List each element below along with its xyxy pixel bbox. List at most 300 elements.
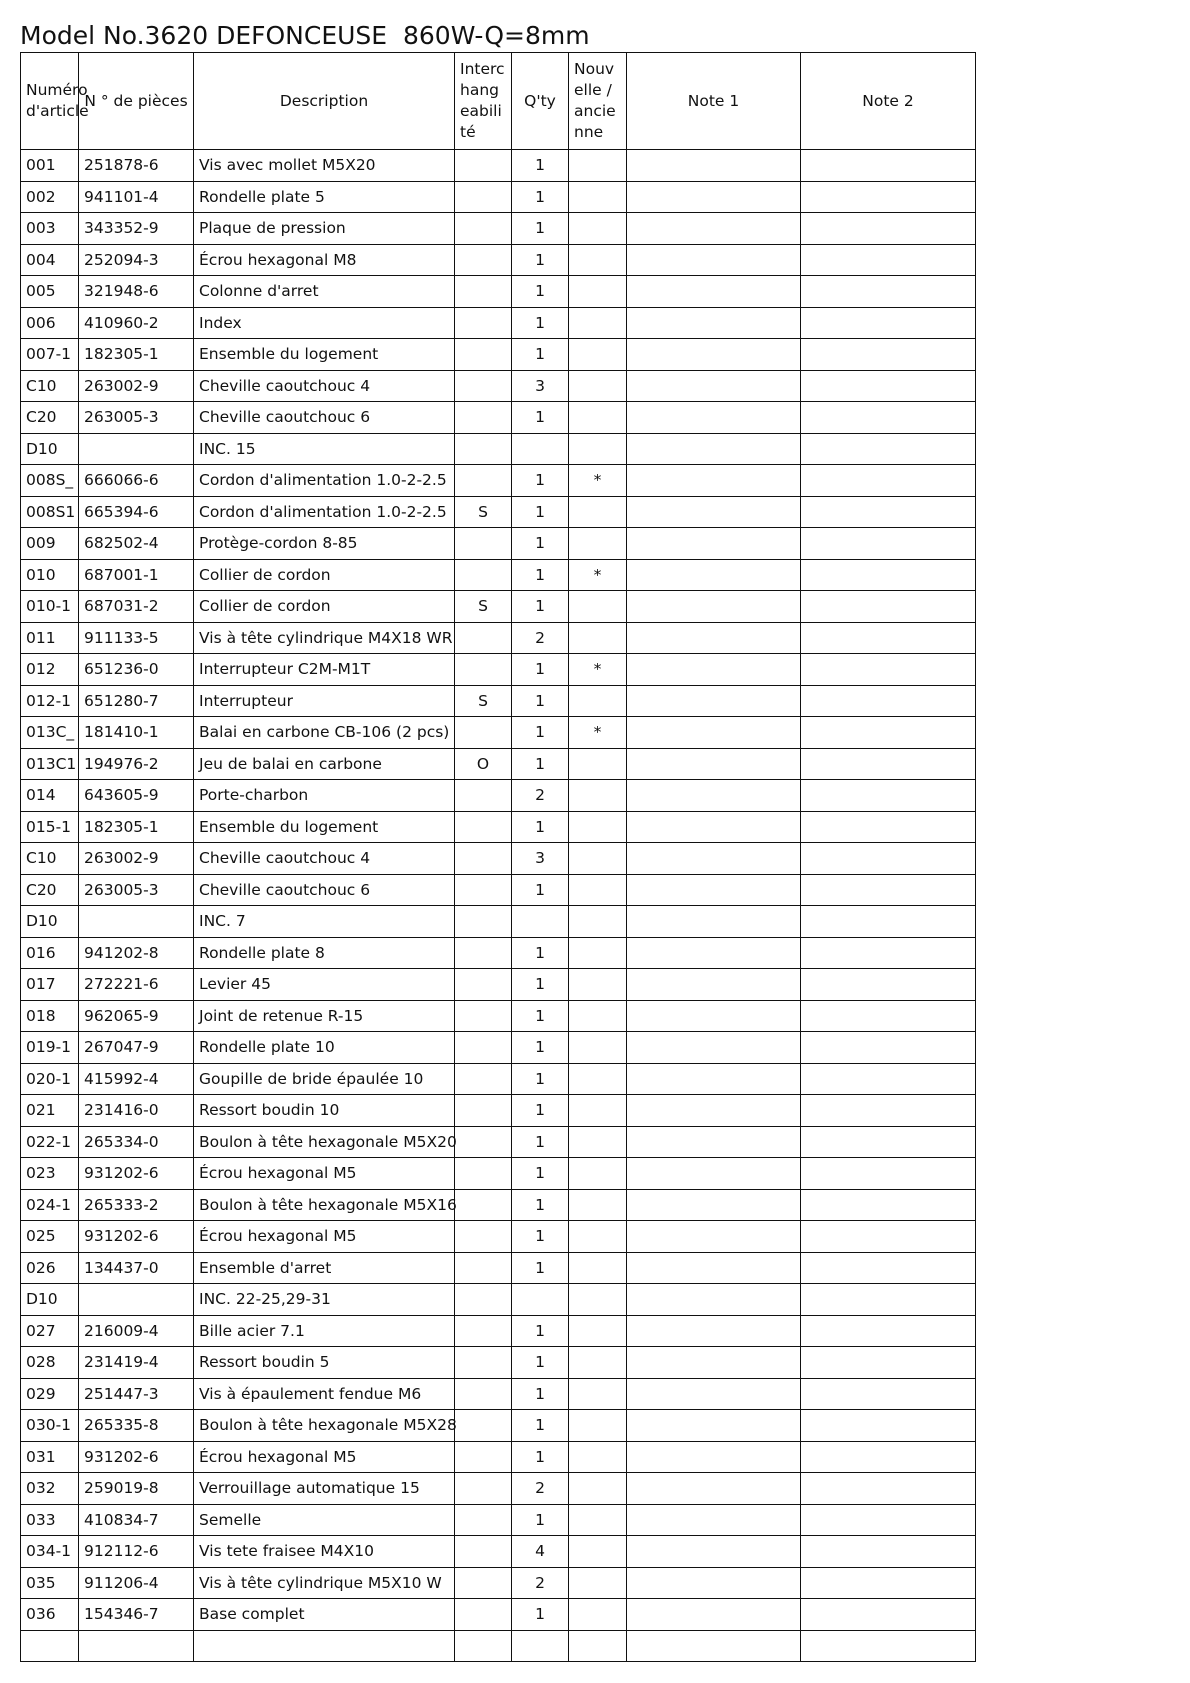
cell-description: Cordon d'alimentation 1.0-2-2.5 — [194, 496, 455, 528]
cell-interchangeability — [455, 1378, 512, 1410]
cell-new-old — [569, 591, 627, 623]
cell-description: Cheville caoutchouc 6 — [194, 874, 455, 906]
cell-description: Collier de cordon — [194, 559, 455, 591]
cell-note-1 — [627, 1095, 801, 1127]
table-row — [21, 1158, 976, 1190]
cell-note-1 — [627, 1473, 801, 1505]
cell-note-2 — [801, 1567, 976, 1599]
cell-part-number: 410960-2 — [79, 307, 194, 339]
cell-note-2 — [801, 811, 976, 843]
cell-quantity: 1 — [512, 1032, 569, 1064]
table-row — [21, 496, 976, 528]
cell-note-2 — [801, 1599, 976, 1631]
cell-note-2 — [801, 1410, 976, 1442]
cell-interchangeability — [455, 465, 512, 497]
cell-description: Vis à tête cylindrique M5X10 W — [194, 1567, 455, 1599]
cell-new-old — [569, 244, 627, 276]
cell-note-1 — [627, 1284, 801, 1316]
cell-new-old — [569, 1063, 627, 1095]
cell-quantity: 1 — [512, 496, 569, 528]
cell-quantity: 1 — [512, 1000, 569, 1032]
cell-description: Joint de retenue R-15 — [194, 1000, 455, 1032]
cell-new-old — [569, 1252, 627, 1284]
cell-note-2 — [801, 1126, 976, 1158]
cell-interchangeability — [455, 307, 512, 339]
cell-item-number: 008S_ — [21, 465, 79, 497]
cell-note-2 — [801, 1158, 976, 1190]
cell-quantity: 1 — [512, 1410, 569, 1442]
cell-interchangeability — [455, 528, 512, 560]
cell-note-1 — [627, 1536, 801, 1568]
cell-item-number: 015-1 — [21, 811, 79, 843]
cell-description: Levier 45 — [194, 969, 455, 1001]
cell-interchangeability — [455, 654, 512, 686]
cell-note-1 — [627, 685, 801, 717]
cell-part-number: 931202-6 — [79, 1221, 194, 1253]
cell-part-number: 252094-3 — [79, 244, 194, 276]
cell-description: Interrupteur — [194, 685, 455, 717]
cell-note-2 — [801, 906, 976, 938]
table-row — [21, 969, 976, 1001]
cell-new-old — [569, 1473, 627, 1505]
cell-note-2 — [801, 1315, 976, 1347]
cell-interchangeability — [455, 213, 512, 245]
cell-quantity: 1 — [512, 748, 569, 780]
table-row — [21, 843, 976, 875]
cell-description: Ressort boudin 10 — [194, 1095, 455, 1127]
cell-note-1 — [627, 181, 801, 213]
cell-quantity: 1 — [512, 1221, 569, 1253]
cell-note-2 — [801, 937, 976, 969]
header-part-number: N ° de pièces — [79, 53, 194, 150]
cell-description — [194, 1630, 455, 1662]
cell-interchangeability — [455, 811, 512, 843]
cell-note-2 — [801, 1063, 976, 1095]
table-row — [21, 181, 976, 213]
cell-quantity: 3 — [512, 370, 569, 402]
cell-interchangeability — [455, 1032, 512, 1064]
cell-note-2 — [801, 1000, 976, 1032]
cell-note-1 — [627, 906, 801, 938]
cell-description: Colonne d'arret — [194, 276, 455, 308]
cell-description: Plaque de pression — [194, 213, 455, 245]
cell-note-2 — [801, 622, 976, 654]
cell-item-number: 003 — [21, 213, 79, 245]
cell-note-2 — [801, 717, 976, 749]
cell-part-number: 182305-1 — [79, 811, 194, 843]
cell-quantity: 1 — [512, 181, 569, 213]
cell-note-1 — [627, 465, 801, 497]
cell-note-1 — [627, 496, 801, 528]
cell-item-number: 024-1 — [21, 1189, 79, 1221]
cell-interchangeability: S — [455, 685, 512, 717]
cell-part-number: 263005-3 — [79, 874, 194, 906]
cell-item-number: 031 — [21, 1441, 79, 1473]
cell-note-1 — [627, 780, 801, 812]
cell-note-1 — [627, 1378, 801, 1410]
cell-quantity: 2 — [512, 622, 569, 654]
cell-note-2 — [801, 1536, 976, 1568]
header-item-number: Numéro d'article — [21, 53, 79, 150]
table-row — [21, 244, 976, 276]
cell-description: Interrupteur C2M-M1T — [194, 654, 455, 686]
table-row — [21, 1221, 976, 1253]
table-row — [21, 780, 976, 812]
cell-quantity: 1 — [512, 1095, 569, 1127]
cell-new-old — [569, 1158, 627, 1190]
cell-new-old — [569, 1630, 627, 1662]
cell-new-old — [569, 906, 627, 938]
cell-part-number: 134437-0 — [79, 1252, 194, 1284]
table-row — [21, 1284, 976, 1316]
table-row — [21, 559, 976, 591]
cell-description: Boulon à tête hexagonale M5X20 — [194, 1126, 455, 1158]
cell-note-2 — [801, 559, 976, 591]
cell-description: Base complet — [194, 1599, 455, 1631]
cell-note-1 — [627, 1252, 801, 1284]
header-note-2: Note 2 — [801, 53, 976, 150]
cell-description: Vis tete fraisee M4X10 — [194, 1536, 455, 1568]
cell-note-1 — [627, 528, 801, 560]
cell-interchangeability — [455, 1315, 512, 1347]
cell-item-number: D10 — [21, 433, 79, 465]
cell-item-number: 013C1 — [21, 748, 79, 780]
header-description: Description — [194, 53, 455, 150]
cell-interchangeability — [455, 843, 512, 875]
cell-interchangeability — [455, 969, 512, 1001]
cell-interchangeability — [455, 150, 512, 182]
cell-item-number: 011 — [21, 622, 79, 654]
cell-interchangeability — [455, 559, 512, 591]
header-interchangeability: Interchangeabilité — [455, 53, 512, 150]
table-row — [21, 528, 976, 560]
cell-item-number: 013C_ — [21, 717, 79, 749]
cell-note-1 — [627, 654, 801, 686]
cell-item-number: 025 — [21, 1221, 79, 1253]
cell-note-1 — [627, 1441, 801, 1473]
cell-new-old — [569, 748, 627, 780]
cell-part-number: 265335-8 — [79, 1410, 194, 1442]
cell-note-1 — [627, 874, 801, 906]
cell-part-number: 194976-2 — [79, 748, 194, 780]
cell-quantity: 2 — [512, 1473, 569, 1505]
table-row — [21, 1315, 976, 1347]
cell-item-number: 033 — [21, 1504, 79, 1536]
cell-quantity: 3 — [512, 843, 569, 875]
cell-new-old — [569, 150, 627, 182]
parts-table — [20, 52, 976, 1662]
cell-part-number: 410834-7 — [79, 1504, 194, 1536]
cell-description: Vis à tête cylindrique M4X18 WR — [194, 622, 455, 654]
cell-part-number: 231419-4 — [79, 1347, 194, 1379]
cell-part-number: 231416-0 — [79, 1095, 194, 1127]
cell-interchangeability — [455, 717, 512, 749]
cell-note-1 — [627, 591, 801, 623]
cell-description: Vis à épaulement fendue M6 — [194, 1378, 455, 1410]
cell-note-1 — [627, 1032, 801, 1064]
cell-note-1 — [627, 1221, 801, 1253]
cell-item-number: 007-1 — [21, 339, 79, 371]
cell-description: Collier de cordon — [194, 591, 455, 623]
cell-new-old — [569, 339, 627, 371]
cell-new-old — [569, 307, 627, 339]
cell-note-1 — [627, 1158, 801, 1190]
cell-new-old — [569, 1410, 627, 1442]
cell-note-1 — [627, 1315, 801, 1347]
cell-note-2 — [801, 1378, 976, 1410]
cell-item-number: D10 — [21, 906, 79, 938]
cell-description: Jeu de balai en carbone — [194, 748, 455, 780]
cell-note-2 — [801, 465, 976, 497]
cell-description: Bille acier 7.1 — [194, 1315, 455, 1347]
cell-part-number: 272221-6 — [79, 969, 194, 1001]
cell-quantity — [512, 906, 569, 938]
cell-note-1 — [627, 748, 801, 780]
cell-description: Cheville caoutchouc 4 — [194, 843, 455, 875]
table-row — [21, 811, 976, 843]
cell-quantity: 1 — [512, 1504, 569, 1536]
header-new-old: Nouvelle / ancienne — [569, 53, 627, 150]
cell-description: Rondelle plate 10 — [194, 1032, 455, 1064]
cell-interchangeability — [455, 402, 512, 434]
table-row — [21, 622, 976, 654]
cell-note-2 — [801, 1441, 976, 1473]
cell-note-1 — [627, 1599, 801, 1631]
cell-part-number: 154346-7 — [79, 1599, 194, 1631]
cell-quantity: 1 — [512, 402, 569, 434]
table-row — [21, 685, 976, 717]
cell-quantity: 1 — [512, 1347, 569, 1379]
cell-quantity: 4 — [512, 1536, 569, 1568]
cell-new-old — [569, 276, 627, 308]
cell-note-1 — [627, 1189, 801, 1221]
cell-description: Ensemble d'arret — [194, 1252, 455, 1284]
cell-quantity: 1 — [512, 1063, 569, 1095]
cell-item-number: 014 — [21, 780, 79, 812]
cell-description: Semelle — [194, 1504, 455, 1536]
cell-description: Écrou hexagonal M5 — [194, 1441, 455, 1473]
cell-note-2 — [801, 213, 976, 245]
cell-part-number: 962065-9 — [79, 1000, 194, 1032]
cell-description: Index — [194, 307, 455, 339]
cell-interchangeability — [455, 1284, 512, 1316]
cell-interchangeability — [455, 276, 512, 308]
table-row — [21, 1599, 976, 1631]
cell-note-1 — [627, 150, 801, 182]
cell-description: Écrou hexagonal M5 — [194, 1158, 455, 1190]
cell-note-1 — [627, 1567, 801, 1599]
cell-note-2 — [801, 339, 976, 371]
cell-part-number: 651280-7 — [79, 685, 194, 717]
cell-item-number: D10 — [21, 1284, 79, 1316]
cell-quantity: 1 — [512, 276, 569, 308]
cell-note-2 — [801, 748, 976, 780]
cell-new-old — [569, 213, 627, 245]
cell-note-1 — [627, 339, 801, 371]
cell-new-old — [569, 780, 627, 812]
table-row — [21, 465, 976, 497]
cell-description: Ensemble du logement — [194, 339, 455, 371]
cell-interchangeability — [455, 1158, 512, 1190]
cell-note-2 — [801, 370, 976, 402]
table-row — [21, 307, 976, 339]
cell-description: INC. 15 — [194, 433, 455, 465]
cell-new-old — [569, 1378, 627, 1410]
cell-part-number: 251878-6 — [79, 150, 194, 182]
cell-part-number: 912112-6 — [79, 1536, 194, 1568]
cell-new-old — [569, 402, 627, 434]
table-row — [21, 1000, 976, 1032]
cell-description: Rondelle plate 5 — [194, 181, 455, 213]
table-row — [21, 213, 976, 245]
cell-new-old — [569, 843, 627, 875]
cell-description: Protège-cordon 8-85 — [194, 528, 455, 560]
cell-part-number: 259019-8 — [79, 1473, 194, 1505]
cell-interchangeability — [455, 780, 512, 812]
cell-item-number: 010-1 — [21, 591, 79, 623]
cell-new-old — [569, 1000, 627, 1032]
cell-note-2 — [801, 1221, 976, 1253]
cell-quantity: 1 — [512, 685, 569, 717]
cell-new-old — [569, 874, 627, 906]
cell-interchangeability — [455, 1095, 512, 1127]
cell-note-2 — [801, 1630, 976, 1662]
cell-new-old — [569, 1189, 627, 1221]
cell-part-number: 941202-8 — [79, 937, 194, 969]
cell-part-number: 651236-0 — [79, 654, 194, 686]
cell-new-old — [569, 969, 627, 1001]
cell-note-1 — [627, 213, 801, 245]
cell-item-number: 010 — [21, 559, 79, 591]
cell-part-number — [79, 906, 194, 938]
cell-part-number: 263002-9 — [79, 370, 194, 402]
cell-new-old — [569, 1221, 627, 1253]
cell-note-1 — [627, 1063, 801, 1095]
cell-quantity: 1 — [512, 1378, 569, 1410]
cell-new-old — [569, 1599, 627, 1631]
cell-part-number: 265333-2 — [79, 1189, 194, 1221]
cell-quantity — [512, 1630, 569, 1662]
cell-note-1 — [627, 1630, 801, 1662]
cell-note-2 — [801, 1032, 976, 1064]
cell-quantity: 1 — [512, 1189, 569, 1221]
cell-description: INC. 7 — [194, 906, 455, 938]
cell-quantity: 1 — [512, 1126, 569, 1158]
cell-note-1 — [627, 937, 801, 969]
cell-quantity: 2 — [512, 1567, 569, 1599]
cell-description: Porte-charbon — [194, 780, 455, 812]
cell-interchangeability — [455, 1221, 512, 1253]
cell-note-1 — [627, 402, 801, 434]
cell-new-old — [569, 1441, 627, 1473]
cell-quantity: 1 — [512, 307, 569, 339]
cell-part-number — [79, 433, 194, 465]
cell-note-2 — [801, 969, 976, 1001]
cell-interchangeability — [455, 1000, 512, 1032]
cell-interchangeability: S — [455, 496, 512, 528]
cell-new-old — [569, 937, 627, 969]
cell-part-number: 911206-4 — [79, 1567, 194, 1599]
cell-quantity — [512, 433, 569, 465]
cell-quantity: 1 — [512, 717, 569, 749]
cell-new-old: * — [569, 654, 627, 686]
cell-quantity: 1 — [512, 213, 569, 245]
cell-item-number — [21, 1630, 79, 1662]
cell-note-2 — [801, 1095, 976, 1127]
cell-note-1 — [627, 559, 801, 591]
cell-item-number: C10 — [21, 370, 79, 402]
cell-quantity: 1 — [512, 559, 569, 591]
cell-item-number: 036 — [21, 1599, 79, 1631]
cell-item-number: 016 — [21, 937, 79, 969]
table-row — [21, 150, 976, 182]
cell-part-number: 665394-6 — [79, 496, 194, 528]
table-row — [21, 1441, 976, 1473]
table-row — [21, 591, 976, 623]
cell-part-number: 216009-4 — [79, 1315, 194, 1347]
cell-item-number: 017 — [21, 969, 79, 1001]
table-row — [21, 1630, 976, 1662]
cell-new-old — [569, 1095, 627, 1127]
cell-interchangeability — [455, 874, 512, 906]
cell-part-number: 321948-6 — [79, 276, 194, 308]
table-row — [21, 717, 976, 749]
cell-part-number: 263005-3 — [79, 402, 194, 434]
table-header-row — [21, 53, 976, 150]
cell-note-1 — [627, 276, 801, 308]
cell-note-2 — [801, 307, 976, 339]
cell-new-old — [569, 1347, 627, 1379]
cell-note-1 — [627, 370, 801, 402]
table-row — [21, 937, 976, 969]
cell-quantity: 1 — [512, 1441, 569, 1473]
cell-note-2 — [801, 874, 976, 906]
cell-note-2 — [801, 150, 976, 182]
cell-note-2 — [801, 1284, 976, 1316]
table-row — [21, 1473, 976, 1505]
cell-new-old — [569, 622, 627, 654]
cell-item-number: 023 — [21, 1158, 79, 1190]
cell-quantity: 1 — [512, 528, 569, 560]
cell-description: Boulon à tête hexagonale M5X28 — [194, 1410, 455, 1442]
table-row — [21, 1536, 976, 1568]
cell-new-old: * — [569, 717, 627, 749]
cell-new-old: * — [569, 559, 627, 591]
cell-quantity: 1 — [512, 339, 569, 371]
table-row — [21, 339, 976, 371]
cell-item-number: 012 — [21, 654, 79, 686]
cell-part-number: 687001-1 — [79, 559, 194, 591]
cell-description: Cheville caoutchouc 4 — [194, 370, 455, 402]
cell-part-number: 251447-3 — [79, 1378, 194, 1410]
cell-item-number: 028 — [21, 1347, 79, 1379]
cell-quantity: 1 — [512, 654, 569, 686]
cell-part-number: 267047-9 — [79, 1032, 194, 1064]
cell-item-number: 035 — [21, 1567, 79, 1599]
header-quantity: Q'ty — [512, 53, 569, 150]
cell-description: Rondelle plate 8 — [194, 937, 455, 969]
cell-new-old — [569, 811, 627, 843]
cell-new-old — [569, 1536, 627, 1568]
cell-note-2 — [801, 1473, 976, 1505]
cell-description: Balai en carbone CB-106 (2 pcs) — [194, 717, 455, 749]
cell-note-2 — [801, 1189, 976, 1221]
cell-description: Écrou hexagonal M8 — [194, 244, 455, 276]
cell-description: Goupille de bride épaulée 10 — [194, 1063, 455, 1095]
cell-item-number: 034-1 — [21, 1536, 79, 1568]
table-row — [21, 906, 976, 938]
cell-quantity: 1 — [512, 465, 569, 497]
